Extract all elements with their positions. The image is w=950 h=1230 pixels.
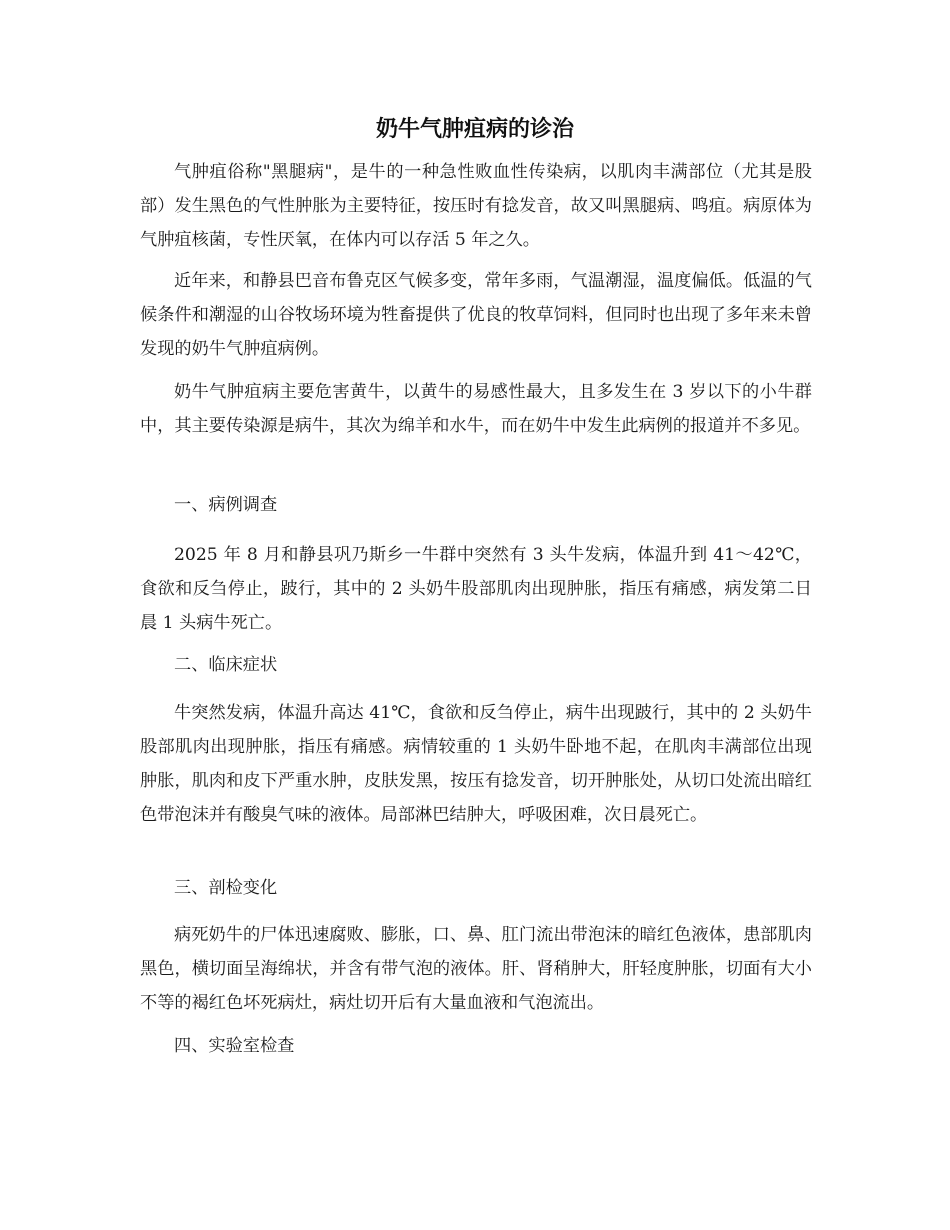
section-heading-case-investigation: 一、病例调查 [174, 495, 278, 515]
paragraph-intro: 气肿疽俗称"黑腿病"，是牛的一种急性败血性传染病，以肌肉丰满部位（尤其是股部）发生黑色的气性肿胀为主要特征，按压时有捻发音，故又叫黑腿病、鸣疽。病原体为气肿疽核菌，专性厌氧，在体内可以存活 5 年之久。 [140, 162, 812, 250]
paragraph-case-investigation: 2025 年 8 月和静县巩乃斯乡一牛群中突然有 3 头牛发病，体温升到 41～42℃，食欲和反刍停止，跛行，其中的 2 头奶牛股部肌肉出现肿胀，指压有痛感，病发第二日晨 1 头病牛死亡。 [140, 545, 812, 633]
section-heading-autopsy-changes: 三、剖检变化 [174, 878, 278, 898]
paragraph-background: 近年来，和静县巴音布鲁克区气候多变，常年多雨，气温潮湿，温度偏低。低温的气候条件和潮湿的山谷牧场环境为牲畜提供了优良的牧草饲料，但同时也出现了多年来未曾发现的奶牛气肿疽病例。 [140, 271, 812, 359]
paragraph-hazard: 奶牛气肿疽病主要危害黄牛，以黄牛的易感性最大，且多发生在 3 岁以下的小牛群中，其主要传染源是病牛，其次为绵羊和水牛，而在奶牛中发生此病例的报道并不多见。 [140, 382, 812, 436]
document-title: 奶牛气肿疽病的诊治 [375, 116, 574, 142]
paragraph-clinical-symptoms: 牛突然发病，体温升高达 41℃，食欲和反刍停止，病牛出现跛行，其中的 2 头奶牛股部肌肉出现肿胀，指压有痛感。病情较重的 1 头奶牛卧地不起，在肌肉丰满部位出现肿胀，肌肉和皮下严重水肿，皮肤发黑，按压有捻发音，切开肿胀处，从切口处流出暗红色带泡沫并有酸臭气味的液体。局部淋巴结肿大，呼吸困难，次日晨死亡。 [140, 703, 812, 825]
section-heading-lab-examination: 四、实验室检查 [174, 1036, 295, 1056]
section-heading-clinical-symptoms: 二、临床症状 [174, 655, 278, 675]
paragraph-autopsy-changes: 病死奶牛的尸体迅速腐败、膨胀，口、鼻、肛门流出带泡沫的暗红色液体，患部肌肉黑色，横切面呈海绵状，并含有带气泡的液体。肝、肾稍肿大，肝轻度肿胀，切面有大小不等的褐红色坏死病灶，病灶切开后有大量血液和气泡流出。 [140, 925, 812, 1013]
